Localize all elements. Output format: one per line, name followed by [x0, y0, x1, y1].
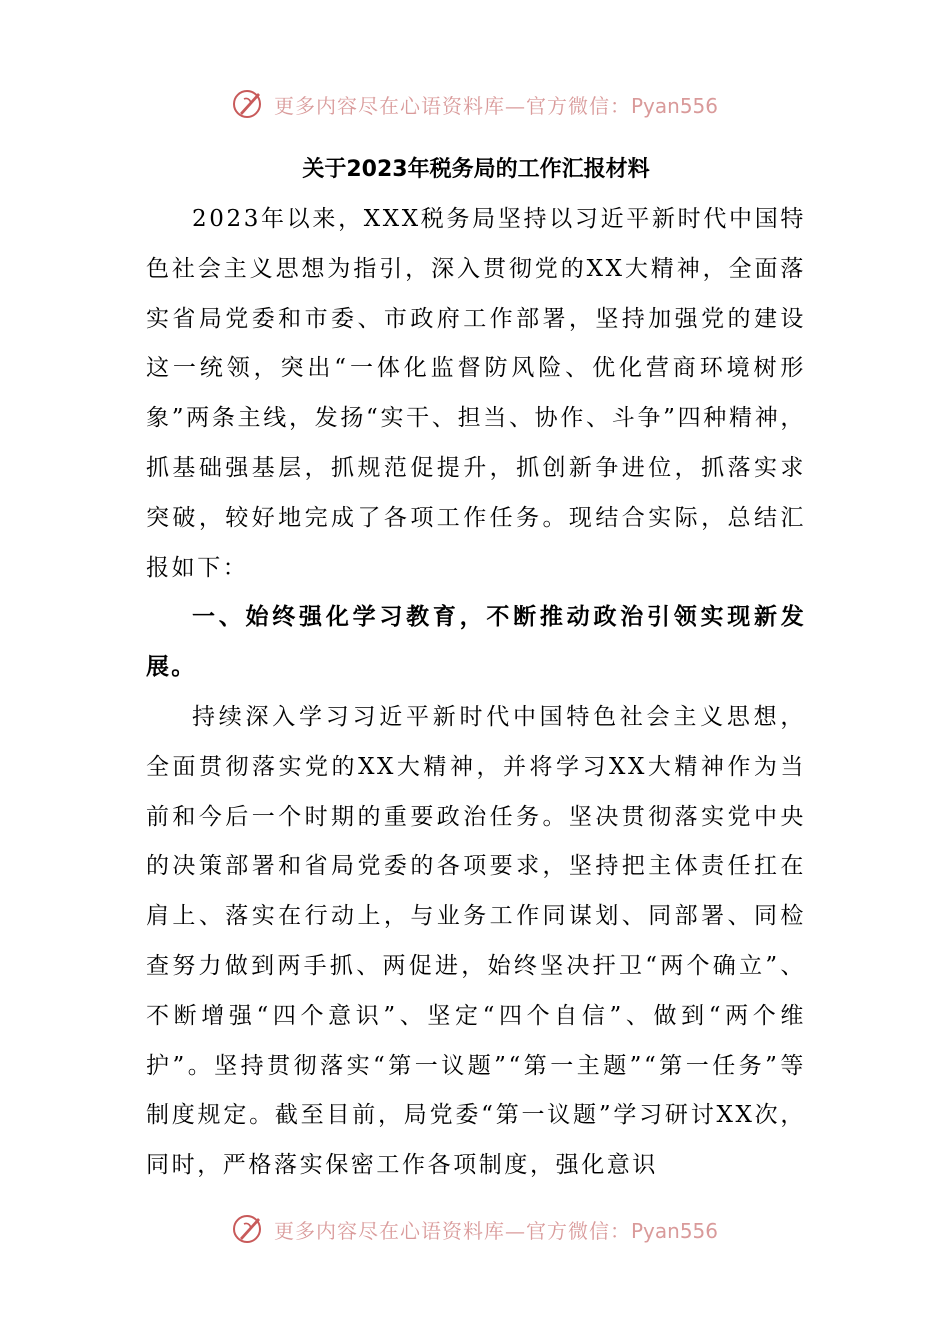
watermark-wechat-id: Pyan556: [630, 93, 718, 118]
section-heading-1: 一、始终强化学习教育，不断推动政治引领实现新发展。: [146, 604, 806, 681]
watermark-header: [0, 82, 950, 126]
watermark-footer: [0, 1207, 950, 1251]
document-body: [146, 145, 806, 1191]
watermark-text: [274, 1215, 718, 1244]
section-1-paragraph: 持续深入学习习近平新时代中国特色社会主义思想，全面贯彻落实党的XX大精神，并将学习XX大精神作为当前和今后一个时期的重要政治任务。坚决贯彻落实党中央的决策部署和省局党委的各项要求，坚持把主体责任扛在肩上、落实在行动上，与业务工作同谋划、同部署、同检查努力做到两手抓、两促进，始终坚决扞卫“两个确立”、不断增强“四个意识”、坚定“四个自信”、做到“两个维护”。坚持贯彻落实“第一议题”“第一主题”“第一任务”等制度规定。截至目前，局党委“第一议题”学习研讨XX次，同时，严格落实保密工作各项制度，强化意识: [146, 703, 806, 1179]
quill-logo-icon: [232, 1212, 266, 1246]
watermark-text: [274, 90, 718, 119]
document-title: 关于2023年税务局的工作汇报材料: [302, 157, 650, 182]
quill-logo-icon: [232, 87, 266, 121]
watermark-label: 更多内容尽在心语资料库—官方微信：: [273, 93, 631, 118]
watermark-wechat-id: Pyan556: [630, 1218, 718, 1243]
watermark-label: 更多内容尽在心语资料库—官方微信：: [273, 1218, 631, 1243]
intro-paragraph: 2023年以来，XXX税务局坚持以习近平新时代中国特色社会主义思想为指引，深入贯彻党的XX大精神，全面落实省局党委和市委、市政府工作部署，坚持加强党的建设这一统领，突出“一体化监督防风险、优化营商环境树形象”两条主线，发扬“实干、担当、协作、斗争”四种精神，抓基础强基层，抓规范促提升，抓创新争进位，抓落实求突破，较好地完成了各项工作任务。现结合实际，总结汇报如下：: [146, 206, 806, 581]
